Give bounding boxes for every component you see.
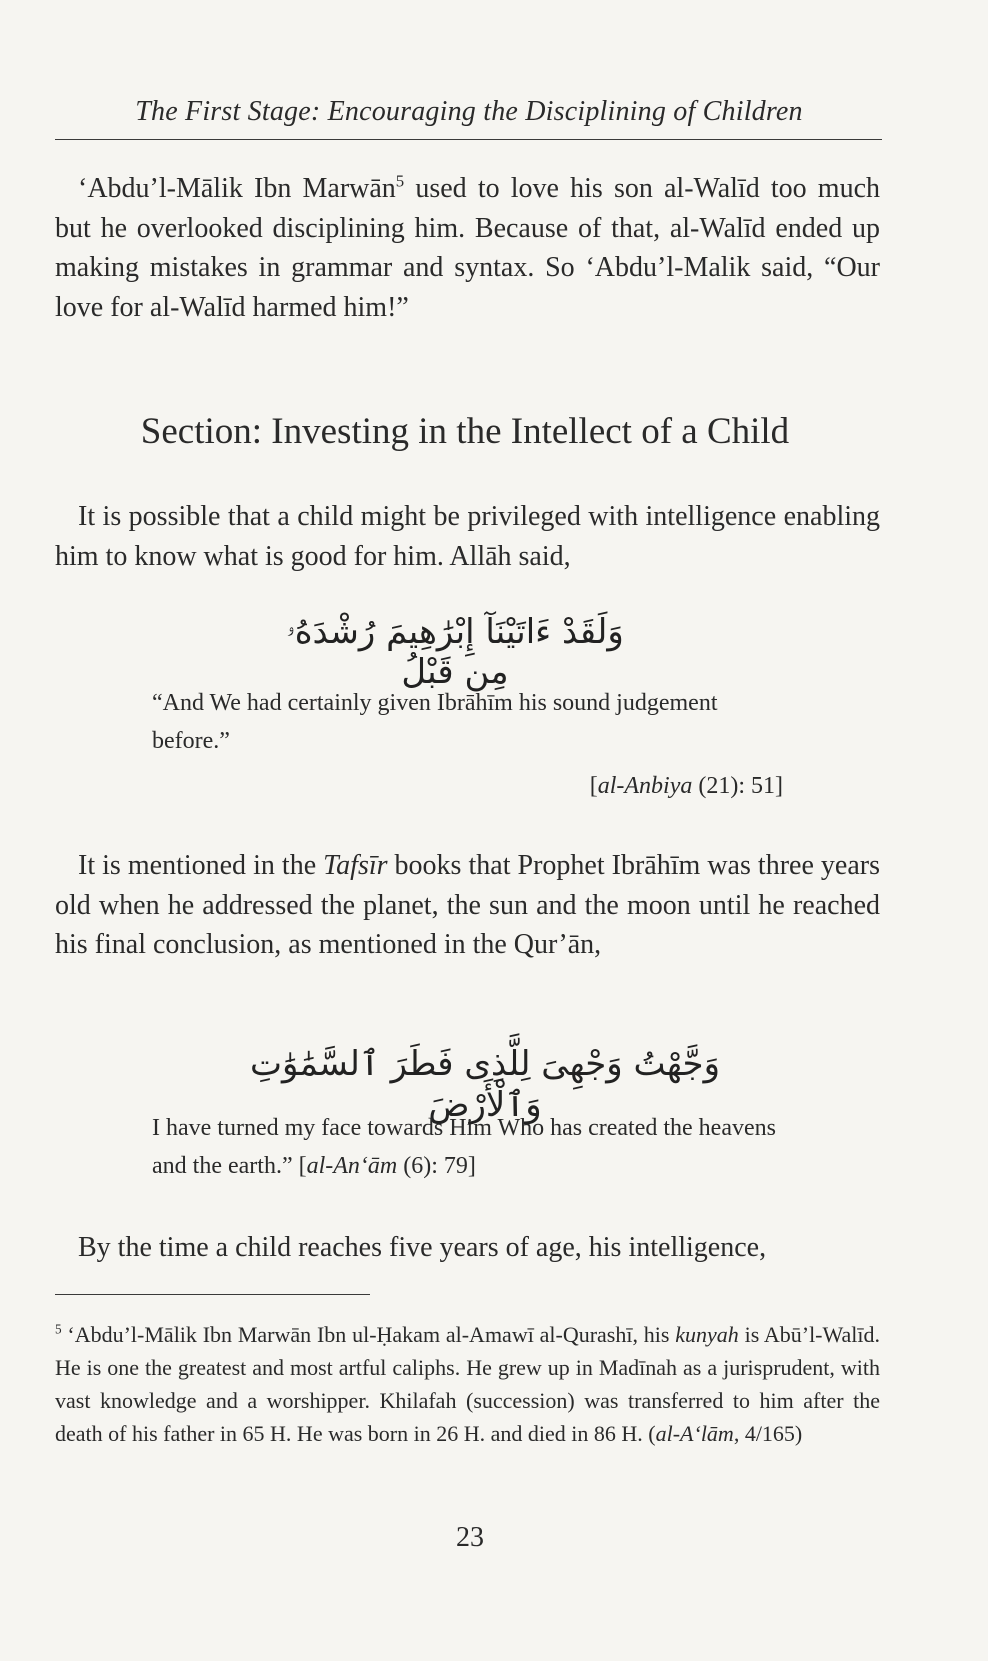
verse-translation-2-text: I have turned my face towards Him Who has created the heavens and the earth.” (152, 1115, 776, 1179)
header-rule (55, 139, 882, 140)
quran-verse-arabic-2: وَجَّهْتُ وَجْهِىَ لِلَّذِى فَطَرَ ٱلسَّمَٰوَٰتِ وَٱلْأَرْضَ (250, 1044, 720, 1125)
quran-verse-arabic-1: وَلَقَدْ ءَاتَيْنَآ إِبْرَٰهِيمَ رُشْدَهُۥ مِن قَبْلُ (286, 612, 624, 692)
paragraph-2 (55, 497, 880, 576)
verse-translation-2 (152, 1109, 787, 1185)
citation-open-bracket: [ (589, 773, 598, 799)
verse-citation-1 (590, 773, 783, 800)
footnote-before: ‘Abdu’l-Mālik Ibn Marwān Ibn ul-Ḥakam al-Amawī al-Qurashī, his (61, 1322, 676, 1347)
citation-reference: (6): 79] (397, 1153, 476, 1179)
footnote-rule (55, 1294, 370, 1295)
paragraph-1-text: used to love his son al-Walīd too much but he overlooked disciplining him. Because of that, al-Walīd ended up making mistakes in grammar and syntax. So ‘Abdu’l-Malik said, “Our love for al-Walīd harmed him!” (55, 173, 880, 323)
footnote-source: al-A‘lām (655, 1421, 734, 1446)
paragraph-3-after: books that Prophet Ibrāhīm was three years old when he addressed the planet, the sun and the moon until he reached his final conclusion, as mentioned in the Qur’ān, (55, 850, 880, 960)
paragraph-1 (55, 169, 880, 327)
citation-reference: (21): 51] (692, 773, 783, 799)
citation-open-bracket: [ (298, 1153, 307, 1179)
footnote-after: , 4/165) (733, 1421, 803, 1446)
paragraph-4 (55, 1228, 880, 1268)
paragraph-1-lead: ‘Abdu’l-Mālik Ibn Marwān (78, 173, 396, 204)
footnote-italic-term: kunyah (675, 1322, 739, 1347)
footnote-middle: is Abū’l-Walīd. He is one the greatest and most artful caliphs. He grew up in Madīnah as a jurisprudent, with vast knowledge and a worshipper. Khilafah (succession) was transferred to him after the death of his father in 65 H. He was born in 26 H. and died in 86 H. ( (55, 1322, 881, 1446)
footnote-reference[interactable]: 5 (395, 171, 405, 191)
paragraph-3 (55, 846, 880, 965)
verse-translation-1: “And We had certainly given Ibrāhīm his sound judgement before.” (152, 690, 718, 754)
running-header: The First Stage: Encouraging the Disciplining of Children (135, 96, 803, 127)
footnote (55, 1318, 880, 1450)
citation-source: al-An‘ām (306, 1153, 398, 1179)
paragraph-4-text: By the time a child reaches five years of age, his intelligence, (78, 1232, 767, 1263)
paragraph-3-italic: Tafsīr (323, 850, 388, 881)
paragraph-2-text: It is possible that a child might be privileged with intelligence enabling him to know what is good for him. Allāh said, (55, 501, 880, 572)
section-heading: Section: Investing in the Intellect of a Child (140, 411, 790, 452)
page-number: 23 (456, 1522, 484, 1553)
citation-source: al-Anbiya (597, 773, 693, 799)
footnote-mark: 5 (55, 1321, 62, 1337)
paragraph-3-before: It is mentioned in the (78, 850, 324, 881)
